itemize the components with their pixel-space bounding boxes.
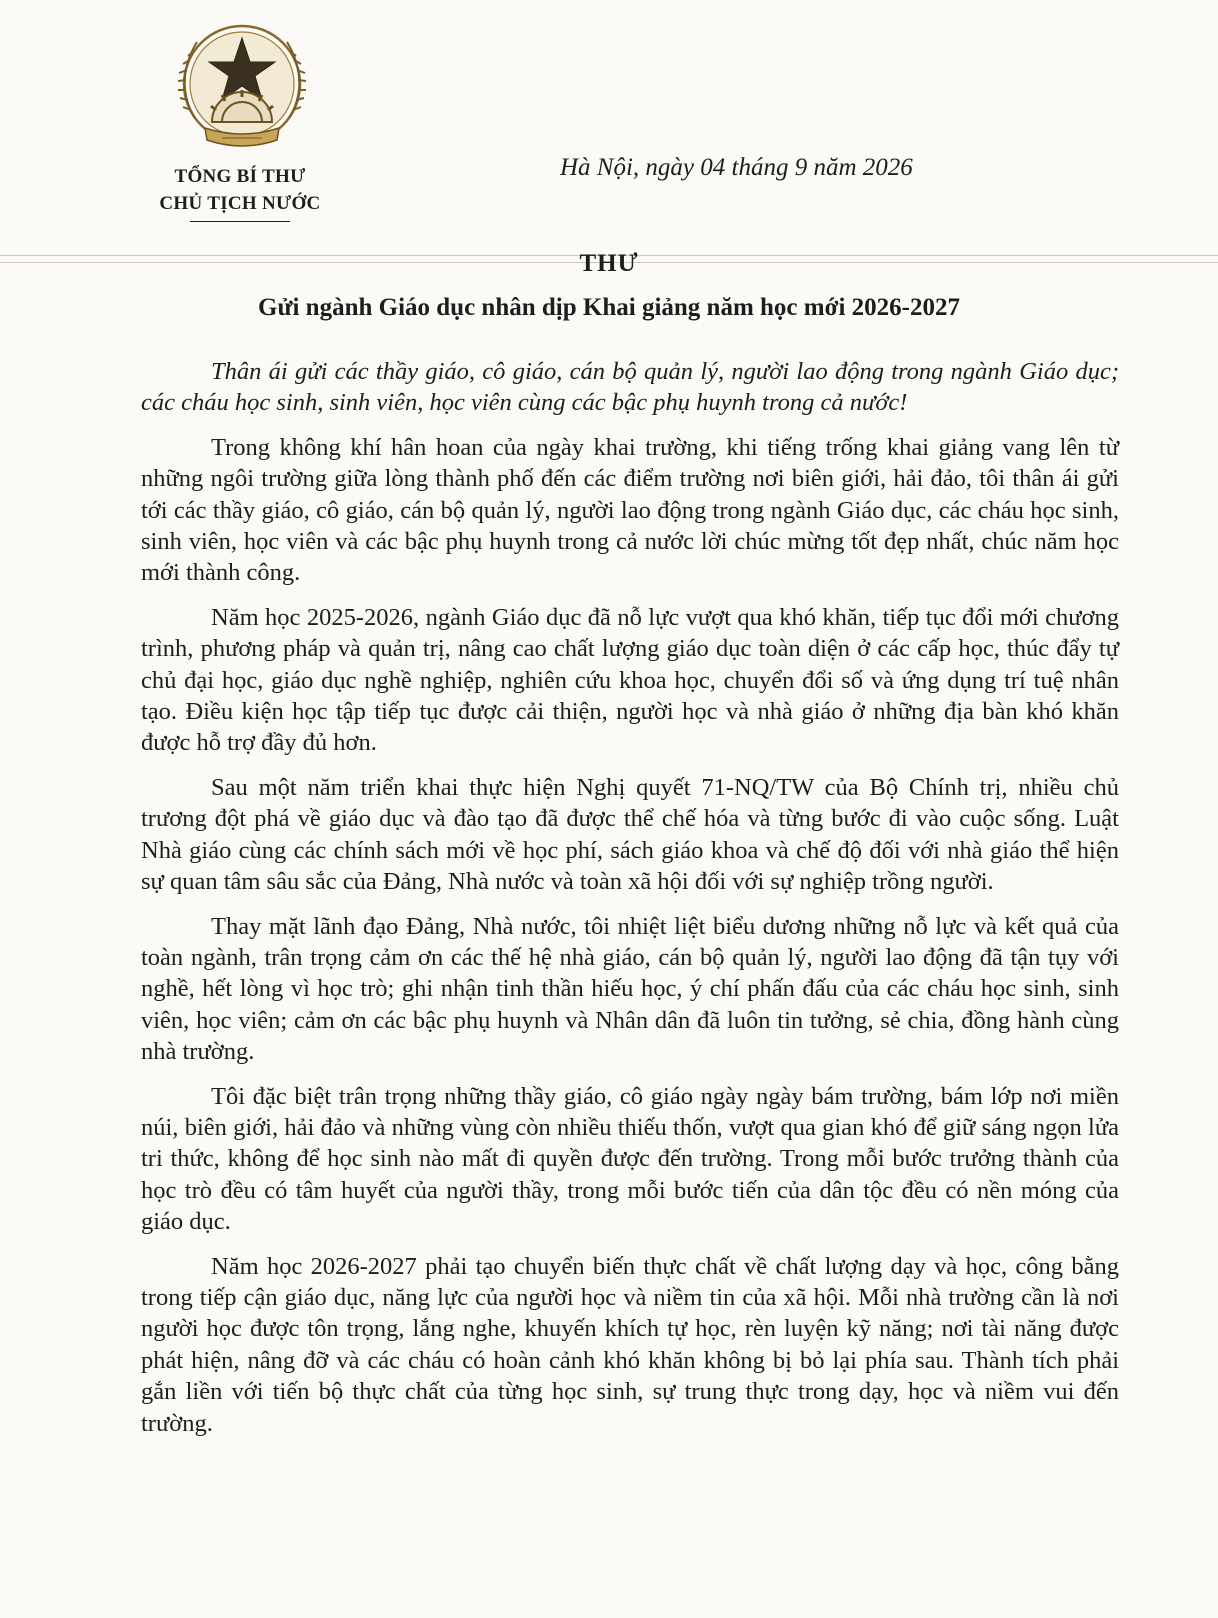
greeting-paragraph: Thân ái gửi các thầy giáo, cô giáo, cán bộ quản lý, người lao động trong ngành Giáo dục; các cháu học sinh, sinh viên, học viên cùng các bậc phụ huynh trong cả nước! <box>141 358 1119 417</box>
body-paragraph: Tôi đặc biệt trân trọng những thầy giáo, cô giáo ngày ngày bám trường, bám lớp nơi miền núi, biên giới, hải đảo và những vùng còn nhiều thiếu thốn, vượt qua gian khó để giữ sáng ngọn lửa tri thức, không để học sinh nào mất đi quyền được đến trường. Trong mỗi bước trưởng thành của học trò đều có tâm huyết của người thầy, trong mỗi bước tiến của dân tộc đều có nền móng của giáo dục. <box>141 1082 1119 1236</box>
national-emblem-icon <box>167 18 317 160</box>
authority-underline <box>190 221 290 222</box>
body-paragraph: Trong không khí hân hoan của ngày khai trường, khi tiếng trống khai giảng vang lên từ những ngôi trường giữa lòng thành phố đến các điểm trường nơi biên giới, hải đảo, tôi thân ái gửi tới các thầy giáo, cô giáo, cán bộ quản lý, người lao động trong ngành Giáo dục, các cháu học sinh, sinh viên, học viên và các bậc phụ huynh trong cả nước lời chúc mừng tốt đẹp nhất, chúc năm học mới thành công. <box>141 433 1119 587</box>
letter-subtitle: Gửi ngành Giáo dục nhân dịp Khai giảng năm học mới 2026-2027 <box>258 294 960 321</box>
body-paragraph: Năm học 2025-2026, ngành Giáo dục đã nỗ lực vượt qua khó khăn, tiếp tục đổi mới chương trình, phương pháp và quản trị, nâng cao chất lượng giáo dục toàn diện ở các cấp học, thúc đẩy tự chủ đại học, giáo dục nghề nghiệp, nghiên cứu khoa học, chuyển đổi số và ứng dụng trí tuệ nhân tạo. Điều kiện học tập tiếp tục được cải thiện, người học và nhà giáo ở những địa bàn khó khăn được hỗ trợ đầy đủ hơn. <box>141 603 1119 757</box>
place-date-line: Hà Nội, ngày 04 tháng 9 năm 2026 <box>560 154 913 181</box>
letter-title: THƯ <box>579 250 639 277</box>
body-paragraph: Sau một năm triển khai thực hiện Nghị quyết 71-NQ/TW của Bộ Chính trị, nhiều chủ trương đột phá về giáo dục và đào tạo đã được thể chế hóa và từng bước đi vào cuộc sống. Luật Nhà giáo cùng các chính sách mới về học phí, sách giáo khoa và chế độ đối với nhà giáo thể hiện sự quan tâm sâu sắc của Đảng, Nhà nước và toàn xã hội đối với sự nghiệp trồng người. <box>141 773 1119 896</box>
body-paragraph: Năm học 2026-2027 phải tạo chuyển biến thực chất về chất lượng dạy và học, công bằng trong tiếp cận giáo dục, năng lực của người học và niềm tin của xã hội. Mỗi nhà trường cần là nơi người học được tôn trọng, lắng nghe, khuyến khích tự học, rèn luyện kỹ năng; nơi tài năng được phát hiện, nâng đỡ và các cháu có hoàn cảnh khó khăn không bị bỏ lại phía sau. Thành tích phải gắn liền với tiến bộ thực chất của từng học sinh, sự trung thực trong dạy, học và niềm vui đến trường. <box>141 1252 1119 1437</box>
authority-line-1: TỔNG BÍ THƯ <box>174 166 306 187</box>
letter-body <box>141 356 1119 1452</box>
issuing-authority <box>120 163 360 217</box>
body-paragraph: Thay mặt lãnh đạo Đảng, Nhà nước, tôi nhiệt liệt biểu dương những nỗ lực và kết quả của toàn ngành, trân trọng cảm ơn các thế hệ nhà giáo, cán bộ quản lý, người lao động đã tận tụy với nghề, hết lòng vì học trò; ghi nhận tinh thần hiếu học, ý chí phấn đấu của các cháu học sinh, sinh viên, học viên; cảm ơn các bậc phụ huynh và Nhân dân đã luôn tin tưởng, sẻ chia, đồng hành cùng nhà trường. <box>141 912 1119 1066</box>
authority-line-2: CHỦ TỊCH NƯỚC <box>159 193 321 214</box>
